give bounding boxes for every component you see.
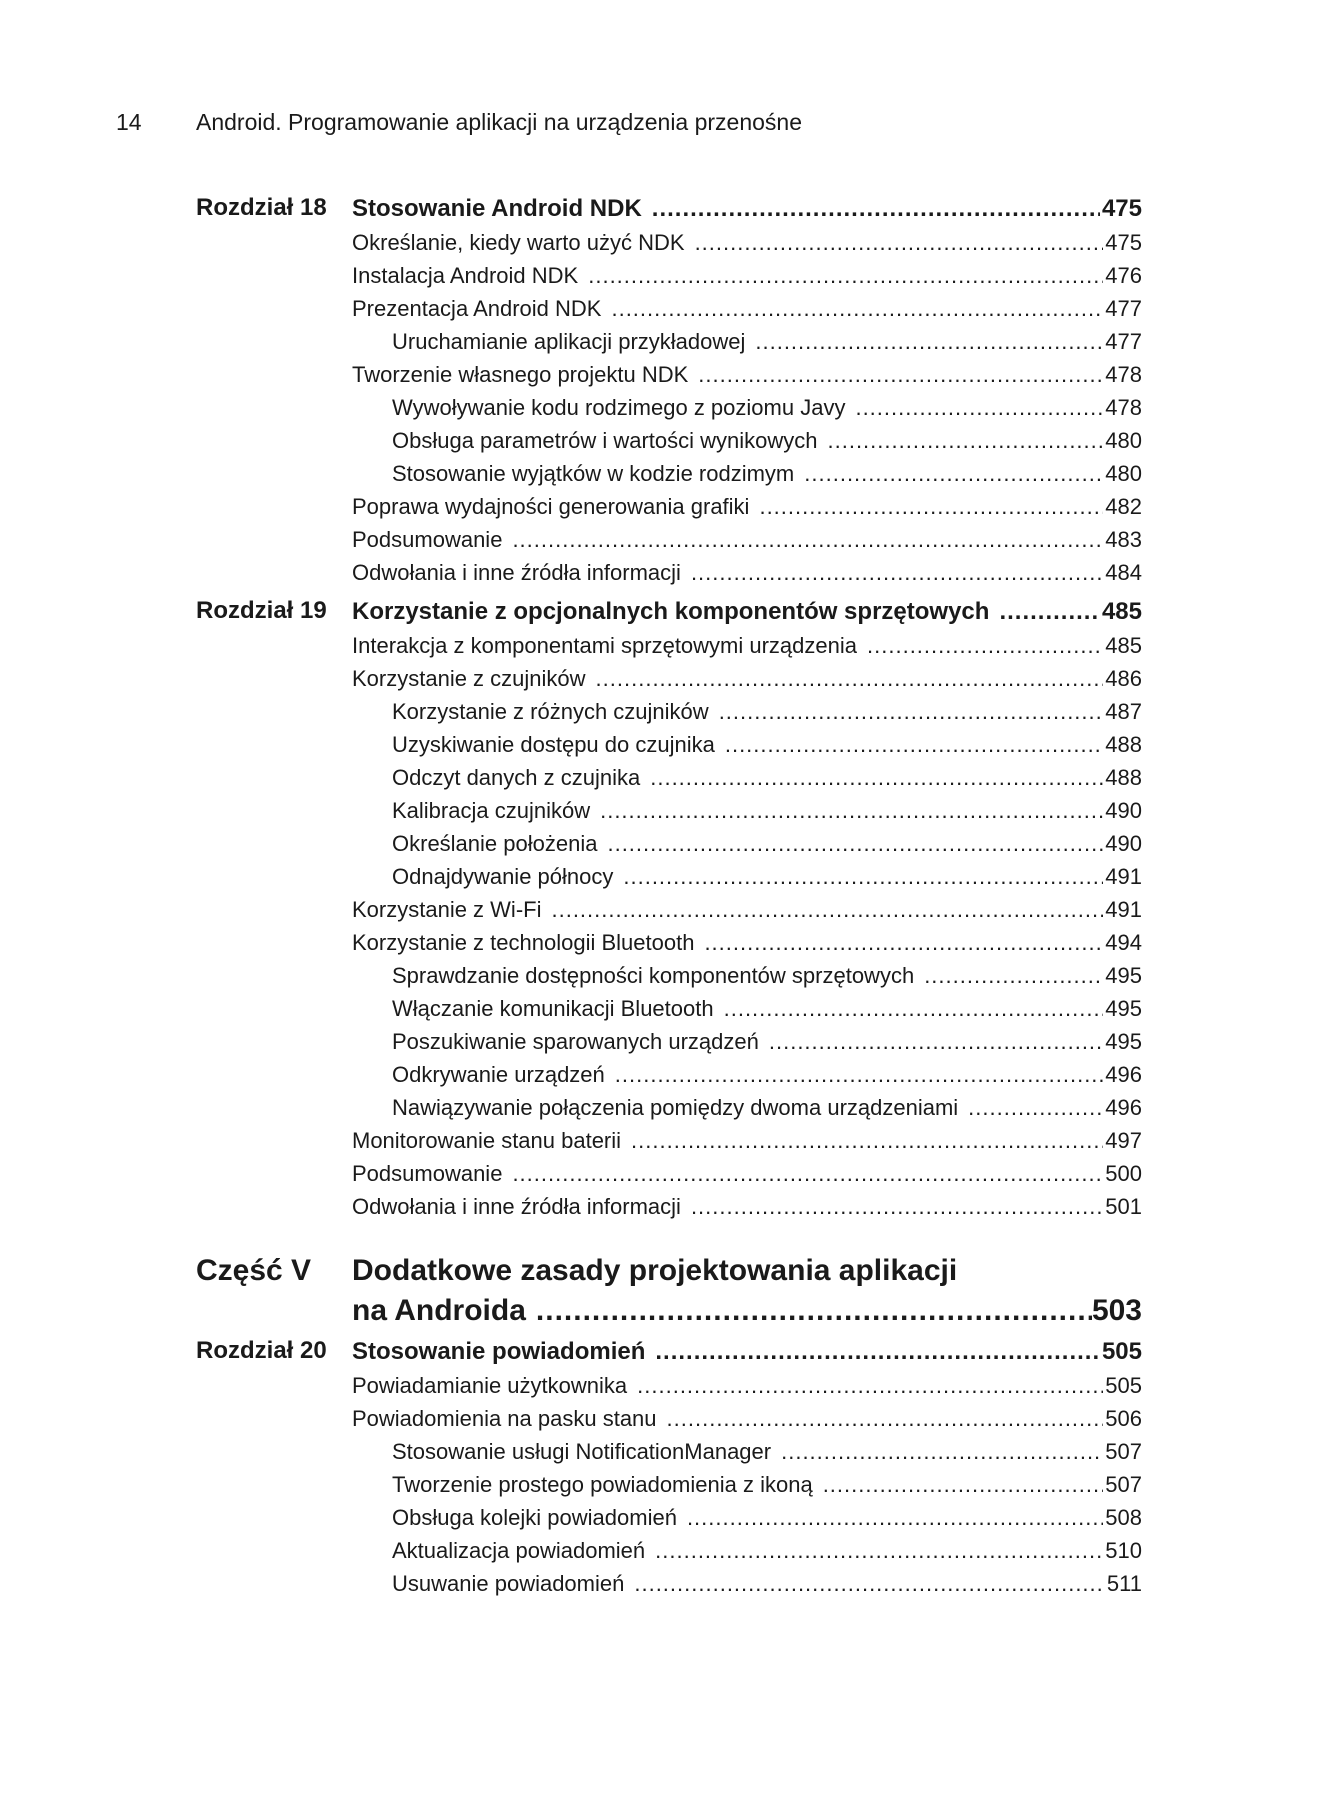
entry-title: Korzystanie z technologii Bluetooth [352, 930, 695, 955]
entry-title: Kalibracja czujników [392, 798, 591, 823]
entry-title: Poszukiwanie sparowanych urządzeń [392, 1029, 759, 1054]
dot-leader [725, 728, 1103, 761]
entry-title: Stosowanie wyjątków w kodzie rodzimym [392, 461, 795, 486]
toc-subentry[interactable] [352, 1025, 1142, 1058]
page-ref: 480 [1105, 428, 1142, 453]
entry-title: Określanie położenia [392, 831, 598, 856]
page-ref: 508 [1105, 1505, 1142, 1530]
chapter-title: Stosowanie powiadomień [352, 1338, 646, 1365]
entry-title: Poprawa wydajności generowania grafiki [352, 494, 750, 519]
toc-subentry[interactable] [352, 1435, 1142, 1468]
page-ref: 483 [1105, 527, 1142, 552]
entry-title: Tworzenie własnego projektu NDK [352, 362, 689, 387]
page-ref: 490 [1105, 831, 1142, 856]
dot-leader [512, 523, 1103, 556]
entry-title: Obsługa parametrów i wartości wynikowych [392, 428, 818, 453]
entry-title: Nawiązywanie połączenia pomiędzy dwoma urządzeniami [392, 1095, 959, 1120]
page-ref: 475 [1101, 195, 1142, 222]
entry-title: Powiadomienia na pasku stanu [352, 1406, 657, 1431]
toc-entry[interactable] [352, 1124, 1142, 1157]
dot-leader [637, 1369, 1103, 1402]
entry-title: Odkrywanie urządzeń [392, 1062, 605, 1087]
toc-subentry[interactable] [352, 992, 1142, 1025]
dot-leader [704, 926, 1103, 959]
entry-title: Monitorowanie stanu baterii [352, 1128, 622, 1153]
dot-leader [867, 629, 1103, 662]
entry-title: Korzystanie z Wi-Fi [352, 897, 542, 922]
dot-leader [526, 1291, 1092, 1331]
toc-subentry[interactable] [352, 1534, 1142, 1567]
page-ref: 500 [1105, 1161, 1142, 1186]
entry-title: Powiadamianie użytkownika [352, 1373, 628, 1398]
dot-leader [724, 992, 1104, 1025]
part-label: Część V [196, 1254, 312, 1287]
chapter-label: Rozdział 18 [196, 194, 327, 221]
entry-title: Uzyskiwanie dostępu do czujnika [392, 732, 715, 757]
toc-subentry[interactable] [352, 695, 1142, 728]
dot-leader [600, 794, 1103, 827]
toc-entry[interactable] [352, 1190, 1142, 1223]
page-ref: 488 [1105, 732, 1142, 757]
page-number: 14 [116, 109, 142, 135]
entry-title: Aktualizacja powiadomień [392, 1538, 646, 1563]
dot-leader [855, 391, 1103, 424]
entry-title: Obsługa kolejki powiadomień [392, 1505, 677, 1530]
page-ref: 495 [1105, 1029, 1142, 1054]
dot-leader [634, 1567, 1105, 1600]
chapter-heading[interactable] [352, 595, 1142, 629]
toc-entry[interactable] [352, 523, 1142, 556]
dot-leader [650, 761, 1103, 794]
entry-title: Korzystanie z różnych czujników [392, 699, 709, 724]
entry-title: Odnajdywanie północy [392, 864, 614, 889]
dot-leader [512, 1157, 1103, 1190]
entry-title: Wywoływanie kodu rodzimego z poziomu Javy [392, 395, 846, 420]
dot-leader [607, 827, 1103, 860]
toc-entry[interactable] [352, 259, 1142, 292]
entry-title: Podsumowanie [352, 1161, 503, 1186]
toc-subentry[interactable] [352, 1091, 1142, 1124]
entry-title: Usuwanie powiadomień [392, 1571, 625, 1596]
dot-leader [691, 1190, 1103, 1223]
running-head [116, 108, 802, 136]
page-ref: 497 [1105, 1128, 1142, 1153]
page-ref: 510 [1105, 1538, 1142, 1563]
dot-leader [596, 662, 1104, 695]
entry-title: Sprawdzanie dostępności komponentów sprzętowych [392, 963, 915, 988]
page-ref: 511 [1106, 1571, 1142, 1596]
table-of-contents [196, 192, 1142, 1606]
toc-entry[interactable] [352, 1402, 1142, 1435]
toc-subentry[interactable] [352, 325, 1142, 358]
dot-leader [719, 695, 1104, 728]
entry-title: Określanie, kiedy warto użyć NDK [352, 230, 685, 255]
page-ref: 476 [1105, 263, 1142, 288]
page-ref: 477 [1105, 329, 1142, 354]
page-ref: 494 [1105, 930, 1142, 955]
page-ref: 482 [1105, 494, 1142, 519]
page-ref: 496 [1105, 1095, 1142, 1120]
part-5 [196, 1251, 1142, 1331]
toc-entry[interactable] [352, 1369, 1142, 1402]
toc-subentry[interactable] [352, 860, 1142, 893]
dot-leader [551, 893, 1103, 926]
page-ref: 485 [1105, 633, 1142, 658]
page-ref: 486 [1105, 666, 1142, 691]
dot-leader [667, 1402, 1104, 1435]
toc-subentry[interactable] [352, 827, 1142, 860]
entry-title: Odwołania i inne źródła informacji [352, 560, 681, 585]
dot-leader [823, 1468, 1104, 1501]
toc-subentry[interactable] [352, 1501, 1142, 1534]
part-title-line-1[interactable]: Dodatkowe zasady projektowania aplikacji [352, 1254, 958, 1287]
page-ref: 507 [1105, 1472, 1142, 1497]
page-ref: 490 [1105, 798, 1142, 823]
dot-leader [804, 457, 1103, 490]
page-ref: 495 [1105, 963, 1142, 988]
toc-entry[interactable] [352, 1157, 1142, 1190]
toc-subentry[interactable] [352, 794, 1142, 827]
toc-subentry[interactable] [352, 391, 1142, 424]
toc-entry[interactable] [352, 662, 1142, 695]
toc-subentry[interactable] [352, 1567, 1142, 1600]
dot-leader [631, 1124, 1103, 1157]
chapter-heading[interactable] [352, 192, 1142, 226]
chapter-19 [196, 595, 1142, 1223]
page-ref: 501 [1105, 1194, 1142, 1219]
page-ref: 506 [1105, 1406, 1142, 1431]
toc-entry[interactable] [352, 893, 1142, 926]
dot-leader [655, 1534, 1103, 1567]
entry-title: Podsumowanie [352, 527, 503, 552]
toc-subentry[interactable] [352, 424, 1142, 457]
entry-title: Tworzenie prostego powiadomienia z ikoną [392, 1472, 813, 1497]
page-ref: 478 [1105, 362, 1142, 387]
toc-subentry[interactable] [352, 1058, 1142, 1091]
toc-entry[interactable] [352, 226, 1142, 259]
page-ref: 505 [1101, 1338, 1142, 1365]
dot-leader [615, 1058, 1104, 1091]
entry-title: Stosowanie usługi NotificationManager [392, 1439, 772, 1464]
dot-leader [652, 192, 1100, 226]
dot-leader [924, 959, 1103, 992]
chapter-label: Rozdział 19 [196, 597, 327, 624]
entry-title: Włączanie komunikacji Bluetooth [392, 996, 714, 1021]
dot-leader [611, 292, 1103, 325]
dot-leader [999, 595, 1100, 629]
dot-leader [698, 358, 1103, 391]
page-ref: 485 [1101, 598, 1142, 625]
toc-entry[interactable] [352, 556, 1142, 589]
toc-subentry[interactable] [352, 457, 1142, 490]
toc-subentry[interactable] [352, 959, 1142, 992]
entry-title: Korzystanie z czujników [352, 666, 586, 691]
dot-leader [769, 1025, 1103, 1058]
page-ref: 480 [1105, 461, 1142, 486]
entry-title: Odczyt danych z czujnika [392, 765, 641, 790]
chapter-18 [196, 192, 1142, 589]
entry-title: Instalacja Android NDK [352, 263, 579, 288]
entry-title: Odwołania i inne źródła informacji [352, 1194, 681, 1219]
page-ref: 478 [1105, 395, 1142, 420]
toc-subentry[interactable] [352, 1468, 1142, 1501]
dot-leader [655, 1335, 1100, 1369]
toc-entry[interactable] [352, 292, 1142, 325]
dot-leader [691, 556, 1103, 589]
dot-leader [695, 226, 1104, 259]
dot-leader [781, 1435, 1103, 1468]
part-title-line-2[interactable] [352, 1291, 1142, 1331]
toc-subentry[interactable] [352, 728, 1142, 761]
entry-title: Prezentacja Android NDK [352, 296, 602, 321]
chapter-title: Stosowanie Android NDK [352, 195, 642, 222]
page-ref: 507 [1105, 1439, 1142, 1464]
page-ref: 505 [1105, 1373, 1142, 1398]
chapter-20 [196, 1335, 1142, 1600]
entry-title: Interakcja z komponentami sprzętowymi urządzenia [352, 633, 858, 658]
toc-entry[interactable] [352, 629, 1142, 662]
dot-leader [623, 860, 1103, 893]
dot-leader [968, 1091, 1103, 1124]
toc-subentry[interactable] [352, 761, 1142, 794]
page-ref: 491 [1105, 864, 1142, 889]
chapter-label: Rozdział 20 [196, 1337, 327, 1364]
page-ref: 503 [1091, 1294, 1142, 1327]
page-ref: 488 [1105, 765, 1142, 790]
page-ref: 484 [1105, 560, 1142, 585]
page-ref: 496 [1105, 1062, 1142, 1087]
toc-entry[interactable] [352, 358, 1142, 391]
dot-leader [828, 424, 1104, 457]
page-ref: 475 [1105, 230, 1142, 255]
page-ref: 491 [1105, 897, 1142, 922]
dot-leader [755, 325, 1103, 358]
book-title: Android. Programowanie aplikacji na urządzenia przenośne [196, 109, 803, 135]
page-ref: 495 [1105, 996, 1142, 1021]
page-ref: 477 [1105, 296, 1142, 321]
dot-leader [588, 259, 1103, 292]
part-title-text: na Androida [352, 1294, 526, 1327]
toc-entry[interactable] [352, 926, 1142, 959]
page-ref: 487 [1105, 699, 1142, 724]
dot-leader [759, 490, 1103, 523]
toc-entry[interactable] [352, 490, 1142, 523]
dot-leader [687, 1501, 1103, 1534]
chapter-heading[interactable] [352, 1335, 1142, 1369]
chapter-title: Korzystanie z opcjonalnych komponentów sprzętowych [352, 598, 990, 625]
entry-title: Uruchamianie aplikacji przykładowej [392, 329, 746, 354]
